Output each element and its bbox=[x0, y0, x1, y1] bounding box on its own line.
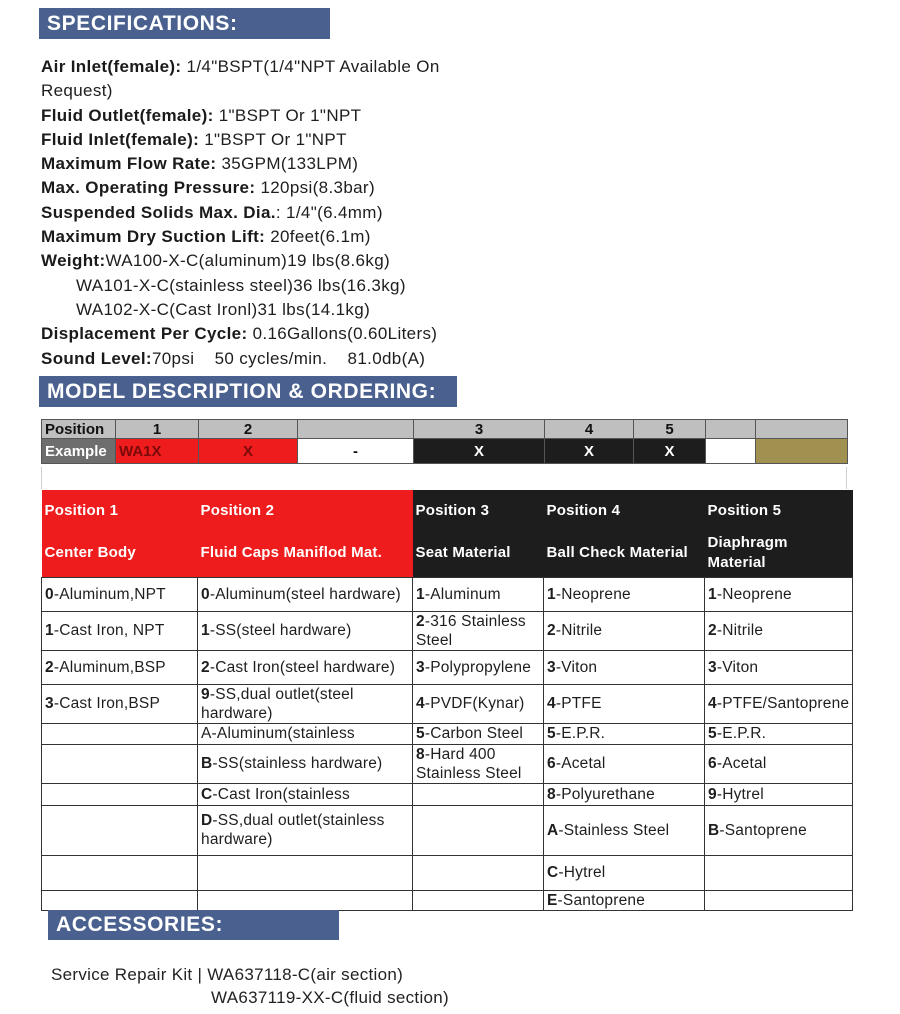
ball-check-option: 3-Viton bbox=[544, 650, 705, 684]
table-spacer bbox=[41, 467, 847, 489]
spec-value: 0.16Gallons(0.60Liters) bbox=[252, 324, 438, 344]
example-dash: - bbox=[298, 439, 414, 464]
fluid-caps-option: D-SS,dual outlet(stainless hardware) bbox=[198, 805, 413, 855]
empty-cell bbox=[198, 855, 413, 890]
fluid-caps-option: 1-SS(steel hardware) bbox=[198, 611, 413, 650]
position-number: 5 bbox=[634, 420, 706, 439]
ball-check-option: 1-Neoprene bbox=[544, 577, 705, 611]
table-row bbox=[42, 744, 853, 783]
spec-value: 1/4"(6.4mm) bbox=[286, 202, 383, 222]
empty-cell bbox=[413, 890, 544, 910]
seat-material-heading: Seat Material bbox=[413, 530, 544, 577]
position-label: Position bbox=[42, 420, 116, 439]
spec-value: 1"BSPT Or 1"NPT bbox=[218, 105, 362, 125]
ball-check-option: 6-Acetal bbox=[544, 744, 705, 783]
spec-value: 35GPM(133LPM) bbox=[221, 154, 359, 174]
spec-fluid-outlet bbox=[41, 104, 561, 128]
ball-check-heading: Ball Check Material bbox=[544, 530, 705, 577]
seat-material-option: 3-Polypropylene bbox=[413, 650, 544, 684]
seat-material-option: 8-Hard 400 Stainless Steel bbox=[413, 744, 544, 783]
seat-material-option: 1-Aluminum bbox=[413, 577, 544, 611]
specifications-heading: SPECIFICATIONS: bbox=[39, 8, 330, 39]
empty-cell bbox=[413, 855, 544, 890]
spec-value: 1"BSPT Or 1"NPT bbox=[204, 129, 347, 149]
position-empty bbox=[756, 420, 848, 439]
spec-value: WA100-X-C(aluminum)19 lbs(8.6kg) bbox=[105, 251, 391, 271]
example-position-1: WA1X bbox=[116, 439, 199, 464]
model-description-heading: MODEL DESCRIPTION & ORDERING: bbox=[39, 376, 457, 407]
example-position-4: X bbox=[545, 439, 634, 464]
diaphragm-option: 6-Acetal bbox=[705, 744, 853, 783]
table-row bbox=[42, 611, 853, 650]
position-number: 4 bbox=[545, 420, 634, 439]
diaphragm-option: 1-Neoprene bbox=[705, 577, 853, 611]
seat-material-option: 5-Carbon Steel bbox=[413, 723, 544, 744]
spec-weight bbox=[41, 249, 561, 273]
center-body-option: 1-Cast Iron, NPT bbox=[42, 611, 198, 650]
spec-weight-line bbox=[41, 298, 561, 322]
fluid-caps-option: 2-Cast Iron(steel hardware) bbox=[198, 650, 413, 684]
ball-check-option: 5-E.P.R. bbox=[544, 723, 705, 744]
empty-cell bbox=[42, 723, 198, 744]
fluid-caps-option: 9-SS,dual outlet(steel hardware) bbox=[198, 684, 413, 723]
empty-cell bbox=[42, 744, 198, 783]
example-position-5: X bbox=[634, 439, 706, 464]
example-label: Example bbox=[42, 439, 116, 464]
spec-label: Suspended Solids Max. Dia. bbox=[41, 202, 276, 222]
position-number: 1 bbox=[116, 420, 199, 439]
repair-kit-air: Service Repair Kit | WA637118-C(air section) bbox=[51, 965, 404, 984]
empty-cell bbox=[413, 783, 544, 805]
spec-sound-level bbox=[41, 347, 561, 371]
empty-cell bbox=[42, 783, 198, 805]
position-empty bbox=[298, 420, 414, 439]
spec-fluid-inlet bbox=[41, 128, 561, 152]
spec-value: 20feet(6.1m) bbox=[270, 227, 371, 247]
position-number: 3 bbox=[414, 420, 545, 439]
ball-check-option: 2-Nitrile bbox=[544, 611, 705, 650]
table-row bbox=[42, 805, 853, 855]
table-row bbox=[42, 650, 853, 684]
ball-check-option: C-Hytrel bbox=[544, 855, 705, 890]
accessories-heading: ACCESSORIES: bbox=[48, 910, 339, 940]
fluid-caps-heading: Fluid Caps Maniflod Mat. bbox=[198, 530, 413, 577]
example-olive-swatch bbox=[756, 439, 848, 464]
spec-value: WA102-X-C(Cast Ironl)31 lbs(14.1kg) bbox=[76, 299, 371, 319]
position-4-heading: Position 4 bbox=[544, 490, 705, 530]
spec-value: 1/4"BSPT(1/4"NPT Available On bbox=[186, 57, 440, 76]
center-body-option: 2-Aluminum,BSP bbox=[42, 650, 198, 684]
diaphragm-option: 2-Nitrile bbox=[705, 611, 853, 650]
example-position-2: X bbox=[199, 439, 298, 464]
spec-air-inlet bbox=[41, 55, 561, 104]
spec-label: Sound Level: bbox=[41, 348, 152, 368]
diaphragm-option: 9-Hytrel bbox=[705, 783, 853, 805]
table-row bbox=[42, 855, 853, 890]
specifications-list bbox=[41, 55, 561, 371]
spec-value: Request) bbox=[41, 81, 113, 101]
spec-label: Air Inlet(female): bbox=[41, 57, 182, 76]
spec-max-flow bbox=[41, 152, 561, 176]
position-3-heading: Position 3 bbox=[413, 490, 544, 530]
position-empty bbox=[706, 420, 756, 439]
diaphragm-option: B-Santoprene bbox=[705, 805, 853, 855]
empty-cell bbox=[705, 890, 853, 910]
spec-value: 70psi 50 cycles/min. 81.0db(A) bbox=[151, 348, 426, 368]
center-body-heading: Center Body bbox=[42, 530, 198, 577]
accessories-list bbox=[51, 963, 449, 1009]
spec-label: Fluid Outlet(female): bbox=[41, 105, 214, 125]
seat-material-option: 2-316 Stainless Steel bbox=[413, 611, 544, 650]
center-body-option: 0-Aluminum,NPT bbox=[42, 577, 198, 611]
fluid-caps-option: C-Cast Iron(stainless bbox=[198, 783, 413, 805]
spec-max-pressure bbox=[41, 176, 561, 200]
empty-cell bbox=[42, 855, 198, 890]
position-5-heading: Position 5 bbox=[705, 490, 853, 530]
ball-check-option: 4-PTFE bbox=[544, 684, 705, 723]
spec-label-suffix: : bbox=[275, 202, 281, 222]
position-example-table bbox=[41, 419, 848, 464]
table-row bbox=[42, 890, 853, 910]
spec-dry-suction bbox=[41, 225, 561, 249]
ball-check-option: 8-Polyurethane bbox=[544, 783, 705, 805]
spec-value: 120psi(8.3bar) bbox=[260, 178, 375, 198]
spec-displacement bbox=[41, 322, 561, 346]
model-description-table bbox=[41, 490, 853, 911]
center-body-option: 3-Cast Iron,BSP bbox=[42, 684, 198, 723]
diaphragm-option: 3-Viton bbox=[705, 650, 853, 684]
spec-label: Weight: bbox=[41, 251, 106, 271]
description-subheader-row bbox=[42, 530, 853, 577]
empty-cell bbox=[198, 890, 413, 910]
example-position-3: X bbox=[414, 439, 545, 464]
repair-kit-fluid: WA637119-XX-C(fluid section) bbox=[211, 988, 449, 1007]
table-row bbox=[42, 577, 853, 611]
example-row bbox=[42, 439, 848, 464]
table-row bbox=[42, 684, 853, 723]
ball-check-option: A-Stainless Steel bbox=[544, 805, 705, 855]
fluid-caps-option: 0-Aluminum(steel hardware) bbox=[198, 577, 413, 611]
spec-label: Maximum Dry Suction Lift: bbox=[41, 227, 266, 247]
empty-cell bbox=[705, 855, 853, 890]
table-row bbox=[42, 783, 853, 805]
description-header-row bbox=[42, 490, 853, 530]
position-2-heading: Position 2 bbox=[198, 490, 413, 530]
empty-cell bbox=[42, 805, 198, 855]
spec-value: WA101-X-C(stainless steel)36 lbs(16.3kg) bbox=[76, 275, 406, 295]
spec-weight-line bbox=[41, 274, 561, 298]
ball-check-option: E-Santoprene bbox=[544, 890, 705, 910]
position-1-heading: Position 1 bbox=[42, 490, 198, 530]
position-row bbox=[42, 420, 848, 439]
diaphragm-option: 5-E.P.R. bbox=[705, 723, 853, 744]
spec-suspended-solids bbox=[41, 201, 561, 225]
example-empty bbox=[706, 439, 756, 464]
spec-label: Max. Operating Pressure: bbox=[41, 178, 256, 198]
fluid-caps-option: A-Aluminum(stainless bbox=[198, 723, 413, 744]
seat-material-option: 4-PVDF(Kynar) bbox=[413, 684, 544, 723]
diaphragm-option: 4-PTFE/Santoprene bbox=[705, 684, 853, 723]
spec-label: Maximum Flow Rate: bbox=[41, 154, 217, 174]
spec-label: Displacement Per Cycle: bbox=[41, 324, 248, 344]
table-row bbox=[42, 723, 853, 744]
diaphragm-heading: Diaphragm Material bbox=[705, 530, 853, 577]
empty-cell bbox=[413, 805, 544, 855]
position-number: 2 bbox=[199, 420, 298, 439]
fluid-caps-option: B-SS(stainless hardware) bbox=[198, 744, 413, 783]
empty-cell bbox=[42, 890, 198, 910]
spec-label: Fluid Inlet(female): bbox=[41, 129, 200, 149]
